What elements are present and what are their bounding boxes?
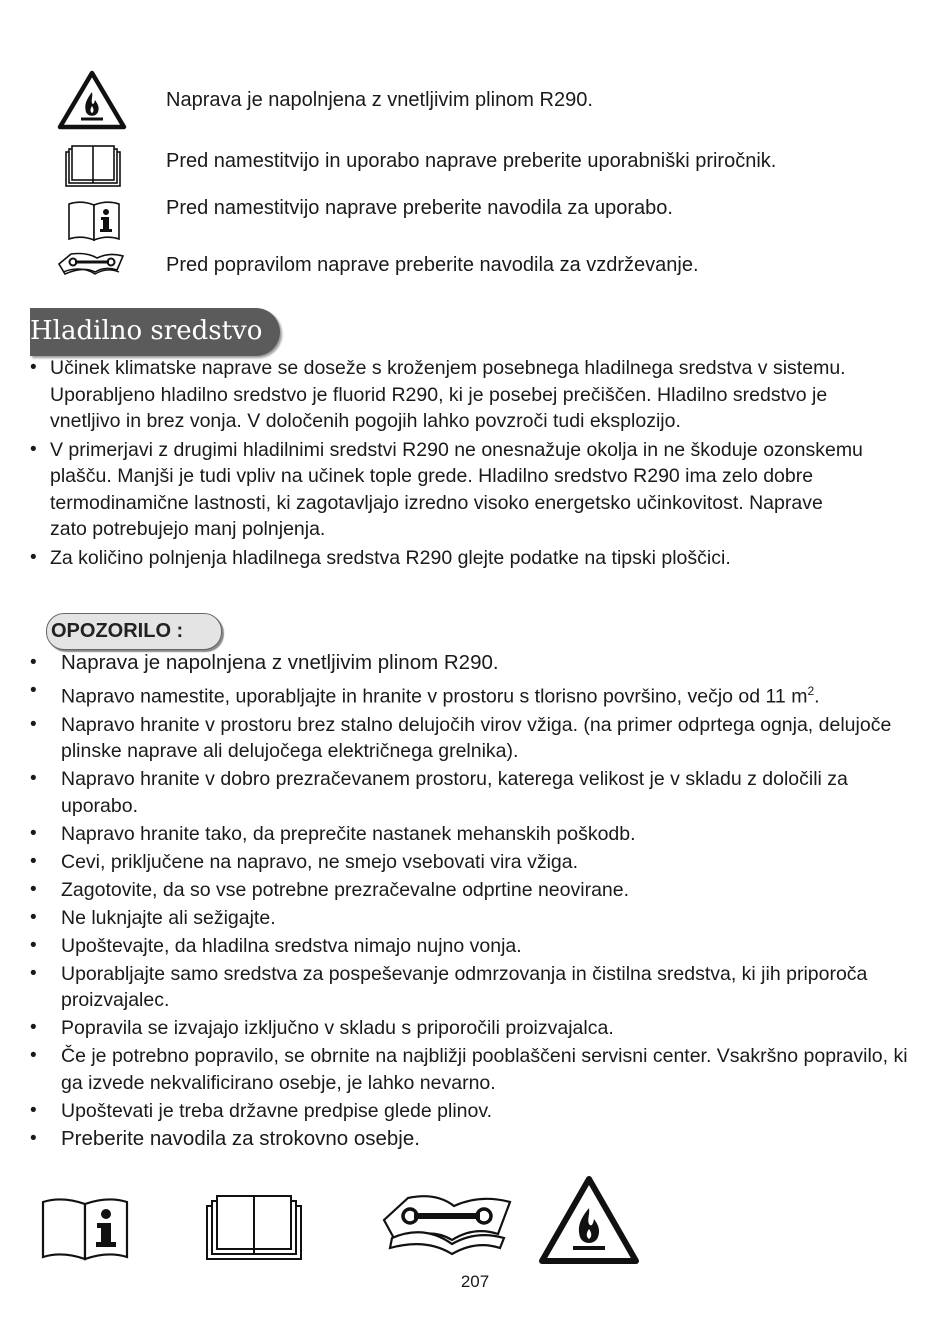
list-item: • Cevi, priključene na napravo, ne smejo vsebovati vira vžiga. — [30, 849, 910, 876]
flame-warning-icon — [537, 1174, 641, 1266]
list-item: • Ne luknjajte ali sežigajte. — [30, 905, 910, 932]
warning-bullets — [30, 650, 910, 1154]
section-title-refrigerant — [30, 308, 280, 356]
list-item: • Učinek klimatske naprave se doseže s kroženjem posebnega hladilnega sredstva v sistemu. Uporabljeno hladilno sredstvo je fluorid R290, ki je posebej prečiščen. Hladilno sredstvo je vnetljivo in brez vonja. V določenih pogojih lahko povzroči tudi eksplozijo. — [30, 355, 865, 435]
list-item: • V primerjavi z drugimi hladilnimi sredstvi R290 ne onesnažuje okolja in ne škoduje ozonskemu plašču. Manjši je tudi vpliv na učinek tople grede. Hladilno sredstvo R290 ima zelo dobre termodinamične lastnosti, ki zagotavljajo izredno visoko energetsko učinkovitost. Naprave zato potrebujejo manj polnjenja. — [30, 437, 865, 543]
legend-row-service-manual — [55, 248, 915, 308]
legend-text-user-manual: Pred namestitvijo in uporabo naprave preberite uporabniški priročnik. — [166, 150, 777, 172]
section-title-text: Hladilno sredstvo — [30, 316, 263, 346]
list-item: • Če je potrebno popravilo, se obrnite na najbližji pooblaščeni servisni center. Vsakršno popravilo, ki ga izvede nekvalificirano osebje, je lahko nevarno. — [30, 1043, 910, 1096]
warning-badge — [46, 613, 222, 650]
refrigerant-bullets — [30, 355, 865, 571]
flame-warning-icon — [57, 70, 127, 130]
list-item: • Upoštevati je treba državne predpise glede plinov. — [30, 1098, 910, 1125]
legend-text-operating-manual: Pred namestitvijo naprave preberite navodila za uporabo. — [166, 197, 673, 219]
open-book-icon — [63, 143, 123, 189]
superscript-two: 2 — [807, 684, 815, 698]
list-item: • Uporabljajte samo sredstva za pospeševanje odmrzovanja in čistilna sredstva, ki jih priporoča proizvajalec. — [30, 961, 910, 1014]
warning-label: OPOZORILO : — [51, 620, 184, 642]
list-item — [30, 678, 910, 710]
legend-row-operating-manual — [55, 192, 915, 252]
list-item: • Za količino polnjenja hladilnega sredstva R290 glejte podatke na tipski ploščici. — [30, 545, 865, 572]
list-item: • Preberite navodila za strokovno osebje. — [30, 1126, 910, 1153]
service-manual-icon — [380, 1190, 515, 1260]
legend-row-flammable — [55, 70, 915, 130]
list-item: • Naprava je napolnjena z vnetljivim plinom R290. — [30, 650, 910, 677]
list-item: • Zagotovite, da so vse potrebne prezračevalne odprtine neovirane. — [30, 877, 910, 904]
list-item: • Napravo hranite tako, da preprečite nastanek mehanskih poškodb. — [30, 821, 910, 848]
legend-text-service-manual: Pred popravilom naprave preberite navodila za vzdrževanje. — [166, 254, 699, 276]
info-manual-icon — [67, 196, 121, 242]
legend-row-user-manual — [55, 140, 915, 200]
page-number: 207 — [460, 1272, 490, 1291]
legend-text-flammable: Naprava je napolnjena z vnetljivim plinom R290. — [166, 89, 593, 111]
service-manual-icon — [57, 250, 127, 280]
list-item-end: . — [814, 685, 820, 708]
list-item: • Popravila se izvajajo izključno v skladu s priporočili proizvajalca. — [30, 1015, 910, 1042]
list-item: • Napravo hranite v prostoru brez stalno delujočih virov vžiga. (na primer odprtega ognja, delujoče plinske naprave ali delujočega električnega grelnika). — [30, 712, 910, 765]
open-book-icon — [204, 1192, 304, 1262]
list-item: • Upoštevajte, da hladilna sredstva nimajo nujno vonja. — [30, 933, 910, 960]
list-item-text: Napravo namestite, uporabljajte in hranite v prostoru s tlorisno površino, večjo od 11 m — [61, 685, 808, 708]
list-item: • Napravo hranite v dobro prezračevanem prostoru, katerega velikost je v skladu z določili za uporabo. — [30, 766, 910, 819]
info-manual-icon — [40, 1192, 130, 1262]
